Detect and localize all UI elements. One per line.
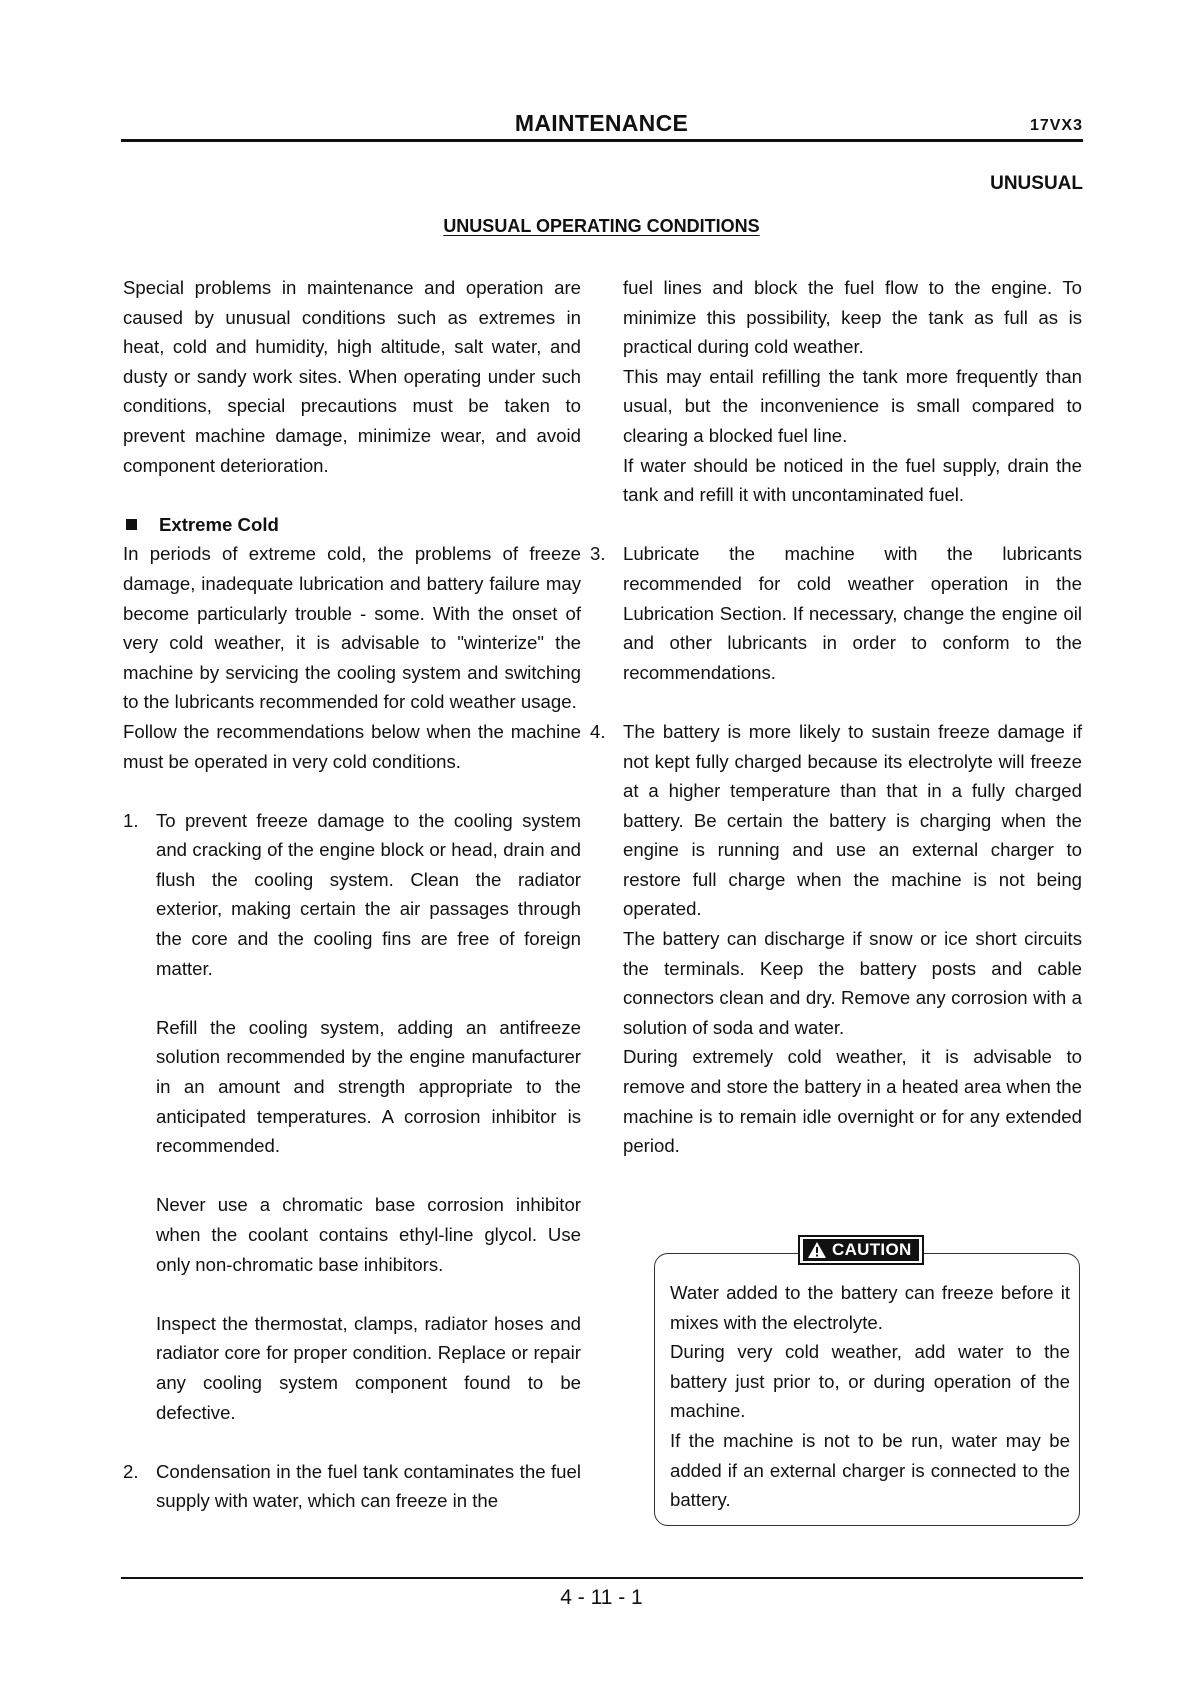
list-item-1-paragraph-3: Never use a chromatic base corrosion inhibitor when the coolant contains ethyl-line glycol. Use only non-chromatic base inhibitors. xyxy=(156,1194,581,1275)
document-code: 17VX3 xyxy=(1029,117,1083,134)
list-item-1-paragraph-4: Inspect the thermostat, clamps, radiator hoses and radiator core for proper condition. Replace or repair any cooling system component found to be defective. xyxy=(156,1312,581,1423)
list-item-text: To prevent freeze damage to the cooling system and cracking of the engine block or head, drain and flush the cooling system. Clean the radiator exterior, making certain the air passages through the core and the cooling fins are free of foreign matter. xyxy=(156,809,581,979)
square-bullet-icon xyxy=(126,519,137,530)
list-item-4 xyxy=(590,717,1082,924)
list-item-2 xyxy=(123,1457,581,1516)
caution-label: CAUTION xyxy=(832,1240,912,1259)
list-item-2-continued-2: This may entail refilling the tank more frequently than usual, but the inconvenience is small compared to clearing a blocked fuel line. xyxy=(623,365,1082,446)
list-number: 1. xyxy=(123,809,139,831)
list-item-text: Condensation in the fuel tank contaminates the fuel supply with water, which can freeze in the xyxy=(156,1460,581,1512)
list-item-text: Lubricate the machine with the lubricants recommended for cold weather operation in the Lubrication Section. If necessary, change the engine oil and other lubricants in order to conform to the recommendations. xyxy=(623,543,1082,683)
caution-paragraph-3: If the machine is not to be run, water may be added if an external charger is connected to the battery. xyxy=(670,1429,1070,1511)
caution-badge xyxy=(798,1235,924,1265)
list-item-2-continued-1: fuel lines and block the fuel flow to the engine. To minimize this possibility, keep the tank as full as is practical during cold weather. xyxy=(623,277,1082,358)
list-item-text: The battery is more likely to sustain freeze damage if not kept fully charged because its electrolyte will freeze at a higher temperature than that in a fully charged battery. Be certain the battery is charging when the engine is running and use an external charger to restore full charge when the machine is not being operated. xyxy=(623,720,1082,920)
header-title: MAINTENANCE xyxy=(514,110,689,136)
list-item-3 xyxy=(590,539,1082,687)
caution-paragraph-2: During very cold weather, add water to the battery just prior to, or during operation of the machine. xyxy=(670,1341,1070,1422)
footer-rule xyxy=(121,1577,1083,1579)
list-number: 4. xyxy=(590,720,606,742)
header-rule xyxy=(121,139,1083,142)
list-item-4-paragraph-2: The battery can discharge if snow or ice short circuits the terminals. Keep the battery posts and cable connectors clean and dry. Remove any corrosion with a solution of soda and water. xyxy=(623,928,1082,1038)
list-number: 3. xyxy=(590,543,606,565)
list-item-1-paragraph-2: Refill the cooling system, adding an antifreeze solution recommended by the engine manufacturer in an amount and strength appropriate to the anticipated temperatures. A corrosion inhibitor is recommended. xyxy=(156,1016,581,1157)
left-column xyxy=(123,273,581,1516)
caution-text xyxy=(670,1278,1070,1515)
subsection-heading-text: Extreme Cold xyxy=(159,513,279,535)
list-item-4-paragraph-3: During extremely cold weather, it is advisable to remove and store the battery in a heated area when the machine is to remain idle overnight or for any extended period. xyxy=(623,1046,1082,1157)
list-item-2-continued-3: If water should be noticed in the fuel supply, drain the tank and refill it with uncontaminated fuel. xyxy=(623,454,1082,506)
cold-paragraph-2: Follow the recommendations below when the machine must be operated in very cold conditions. xyxy=(123,720,581,772)
intro-paragraph: Special problems in maintenance and operation are caused by unusual conditions such as extremes in heat, cold and humidity, high altitude, salt water, and dusty or sandy work sites. When operating under such conditions, special precautions must be taken to prevent machine damage, minimize wear, and avoid component deterioration. xyxy=(123,277,581,476)
subsection-heading xyxy=(123,510,581,540)
right-column xyxy=(590,273,1082,1161)
caution-paragraph-1: Water added to the battery can freeze before it mixes with the electrolyte. xyxy=(670,1282,1070,1333)
cold-paragraph-1: In periods of extreme cold, the problems of freeze damage, inadequate lubrication and battery failure may become particularly trouble - some. With the onset of very cold weather, it is advisable to "winterize" the machine by servicing the cooling system and switching to the lubricants recommended for cold weather usage. xyxy=(123,543,581,713)
warning-triangle-icon xyxy=(807,1241,827,1259)
page-number: 4 - 11 - 1 xyxy=(560,1586,643,1609)
list-number: 2. xyxy=(123,1460,139,1482)
section-label: UNUSUAL xyxy=(990,173,1083,194)
list-item-1 xyxy=(123,806,581,984)
page-heading: UNUSUAL OPERATING CONDITIONS xyxy=(443,216,760,236)
